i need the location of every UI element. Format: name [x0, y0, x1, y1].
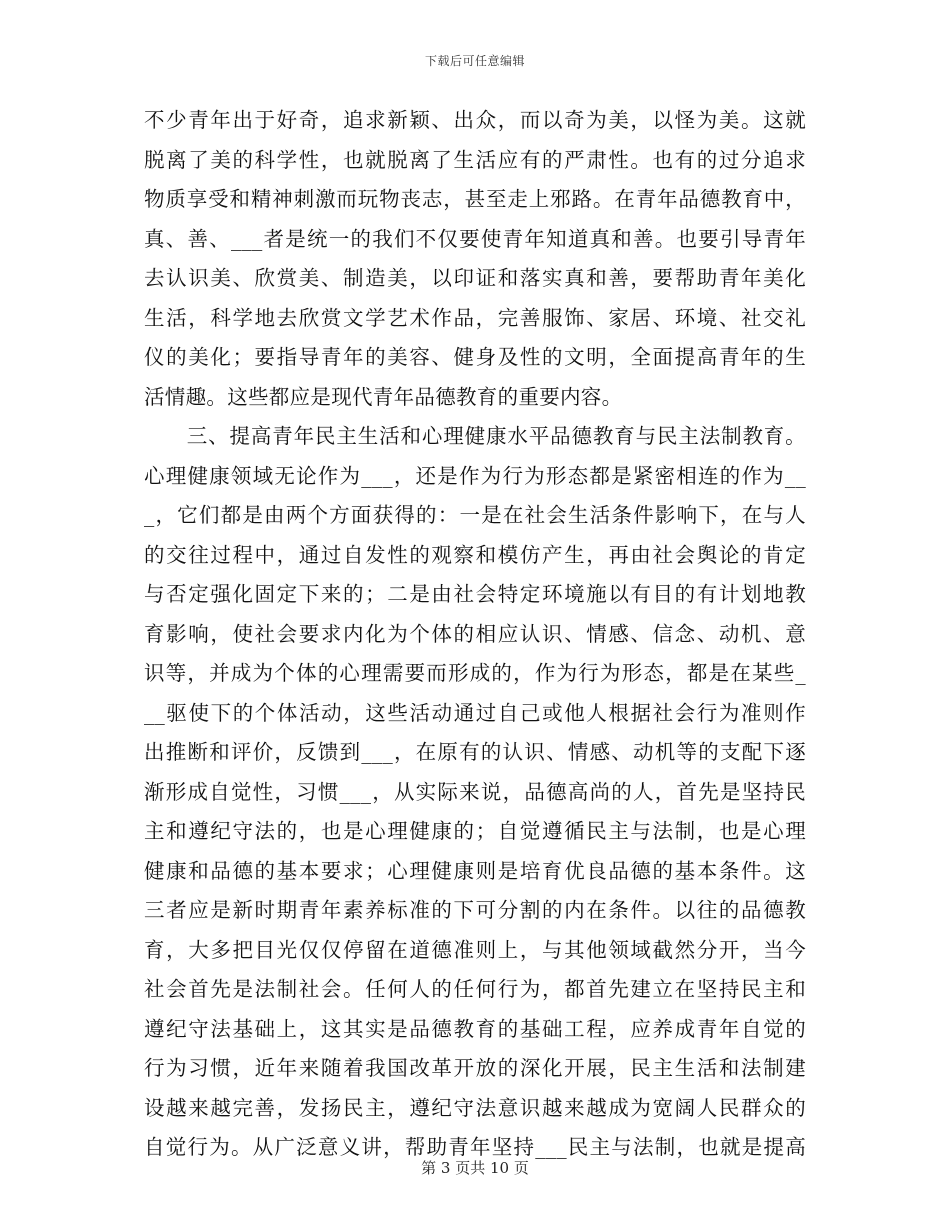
text-line: 识等，并成为个体的心理需要而形成的，作为行为形态，都是在某些_ — [144, 661, 806, 685]
text-line: 活情趣。这些都应是现代青年品德教育的重要内容。 — [144, 384, 623, 409]
text-line: _，它们都是由两个方面获得的：一是在社会生活条件影响下，在与人 — [144, 503, 806, 527]
text-line: 去认识美、欣赏美、制造美，以印证和落实真和善，要帮助青年美化 — [144, 266, 806, 290]
text-line: 行为习惯，近年来随着我国改革开放的深化开展，民主生活和法制建 — [144, 1056, 806, 1080]
text-line: 脱离了美的科学性，也就脱离了生活应有的严肃性。也有的过分追求 — [144, 147, 806, 172]
text-line: 物质享受和精神刺激而玩物丧志，甚至走上邪路。在青年品德教育中， — [144, 187, 806, 211]
page-header: 下载后可任意编辑 — [424, 54, 525, 68]
text-line: 心理健康领域无论作为___，还是作为行为形态都是紧密相连的作为__ — [144, 463, 806, 488]
document-body — [144, 101, 806, 1168]
text-line: 社会首先是法制社会。任何人的任何行为，都首先建立在坚持民主和 — [144, 977, 806, 1001]
text-line: 与否定强化固定下来的；二是由社会特定环境施以有目的有计划地教 — [144, 582, 806, 606]
text-line: 健康和品德的基本要求；心理健康则是培育优良品德的基本条件。这 — [144, 858, 806, 883]
text-line: 育影响，使社会要求内化为个体的相应认识、情感、信念、动机、意 — [144, 621, 806, 646]
text-line: 三、提高青年民主生活和心理健康水平品德教育与民主法制教育。 — [144, 424, 806, 448]
page-number-footer: 第 3 页共 10 页 — [421, 1159, 529, 1177]
text-line: 仪的美化；要指导青年的美容、健身及性的文明，全面提高青年的生 — [144, 345, 806, 369]
text-line: 主和遵纪守法的，也是心理健康的；自觉遵循民主与法制，也是心理 — [144, 819, 806, 843]
text-line: __驱使下的个体活动，这些活动通过自己或他人根据社会行为准则作 — [144, 700, 806, 725]
text-line: 渐形成自觉性，习惯___，从实际来说，品德高尚的人，首先是坚持民 — [144, 779, 806, 804]
text-line: 自觉行为。从广泛意义讲，帮助青年坚持___民主与法制，也就是提高 — [144, 1135, 806, 1159]
text-line: 生活，科学地去欣赏文学艺术作品，完善服饰、家居、环境、社交礼 — [144, 305, 806, 330]
text-line: 设越来越完善，发扬民主，遵纪守法意识越来越成为宽阔人民群众的 — [144, 1095, 806, 1120]
text-line: 三者应是新时期青年素养标准的下可分割的内在条件。以往的品德教 — [144, 898, 806, 922]
text-line: 真、善、___者是统一的我们不仅要使青年知道真和善。也要引导青年 — [144, 226, 806, 251]
text-line: 出推断和评价，反馈到___，在原有的认识、情感、动机等的支配下逐 — [144, 740, 806, 764]
text-line: 育，大多把目光仅仅停留在道德准则上，与其他领域截然分开，当今 — [144, 937, 806, 962]
text-line: 遵纪守法基础上，这其实是品德教育的基础工程，应养成青年自觉的 — [144, 1016, 806, 1041]
text-line: 不少青年出于好奇，追求新颖、出众，而以奇为美，以怪为美。这就 — [144, 108, 806, 132]
text-line: 的交往过程中，通过自发性的观察和模仿产生，再由社会舆论的肯定 — [144, 542, 806, 567]
